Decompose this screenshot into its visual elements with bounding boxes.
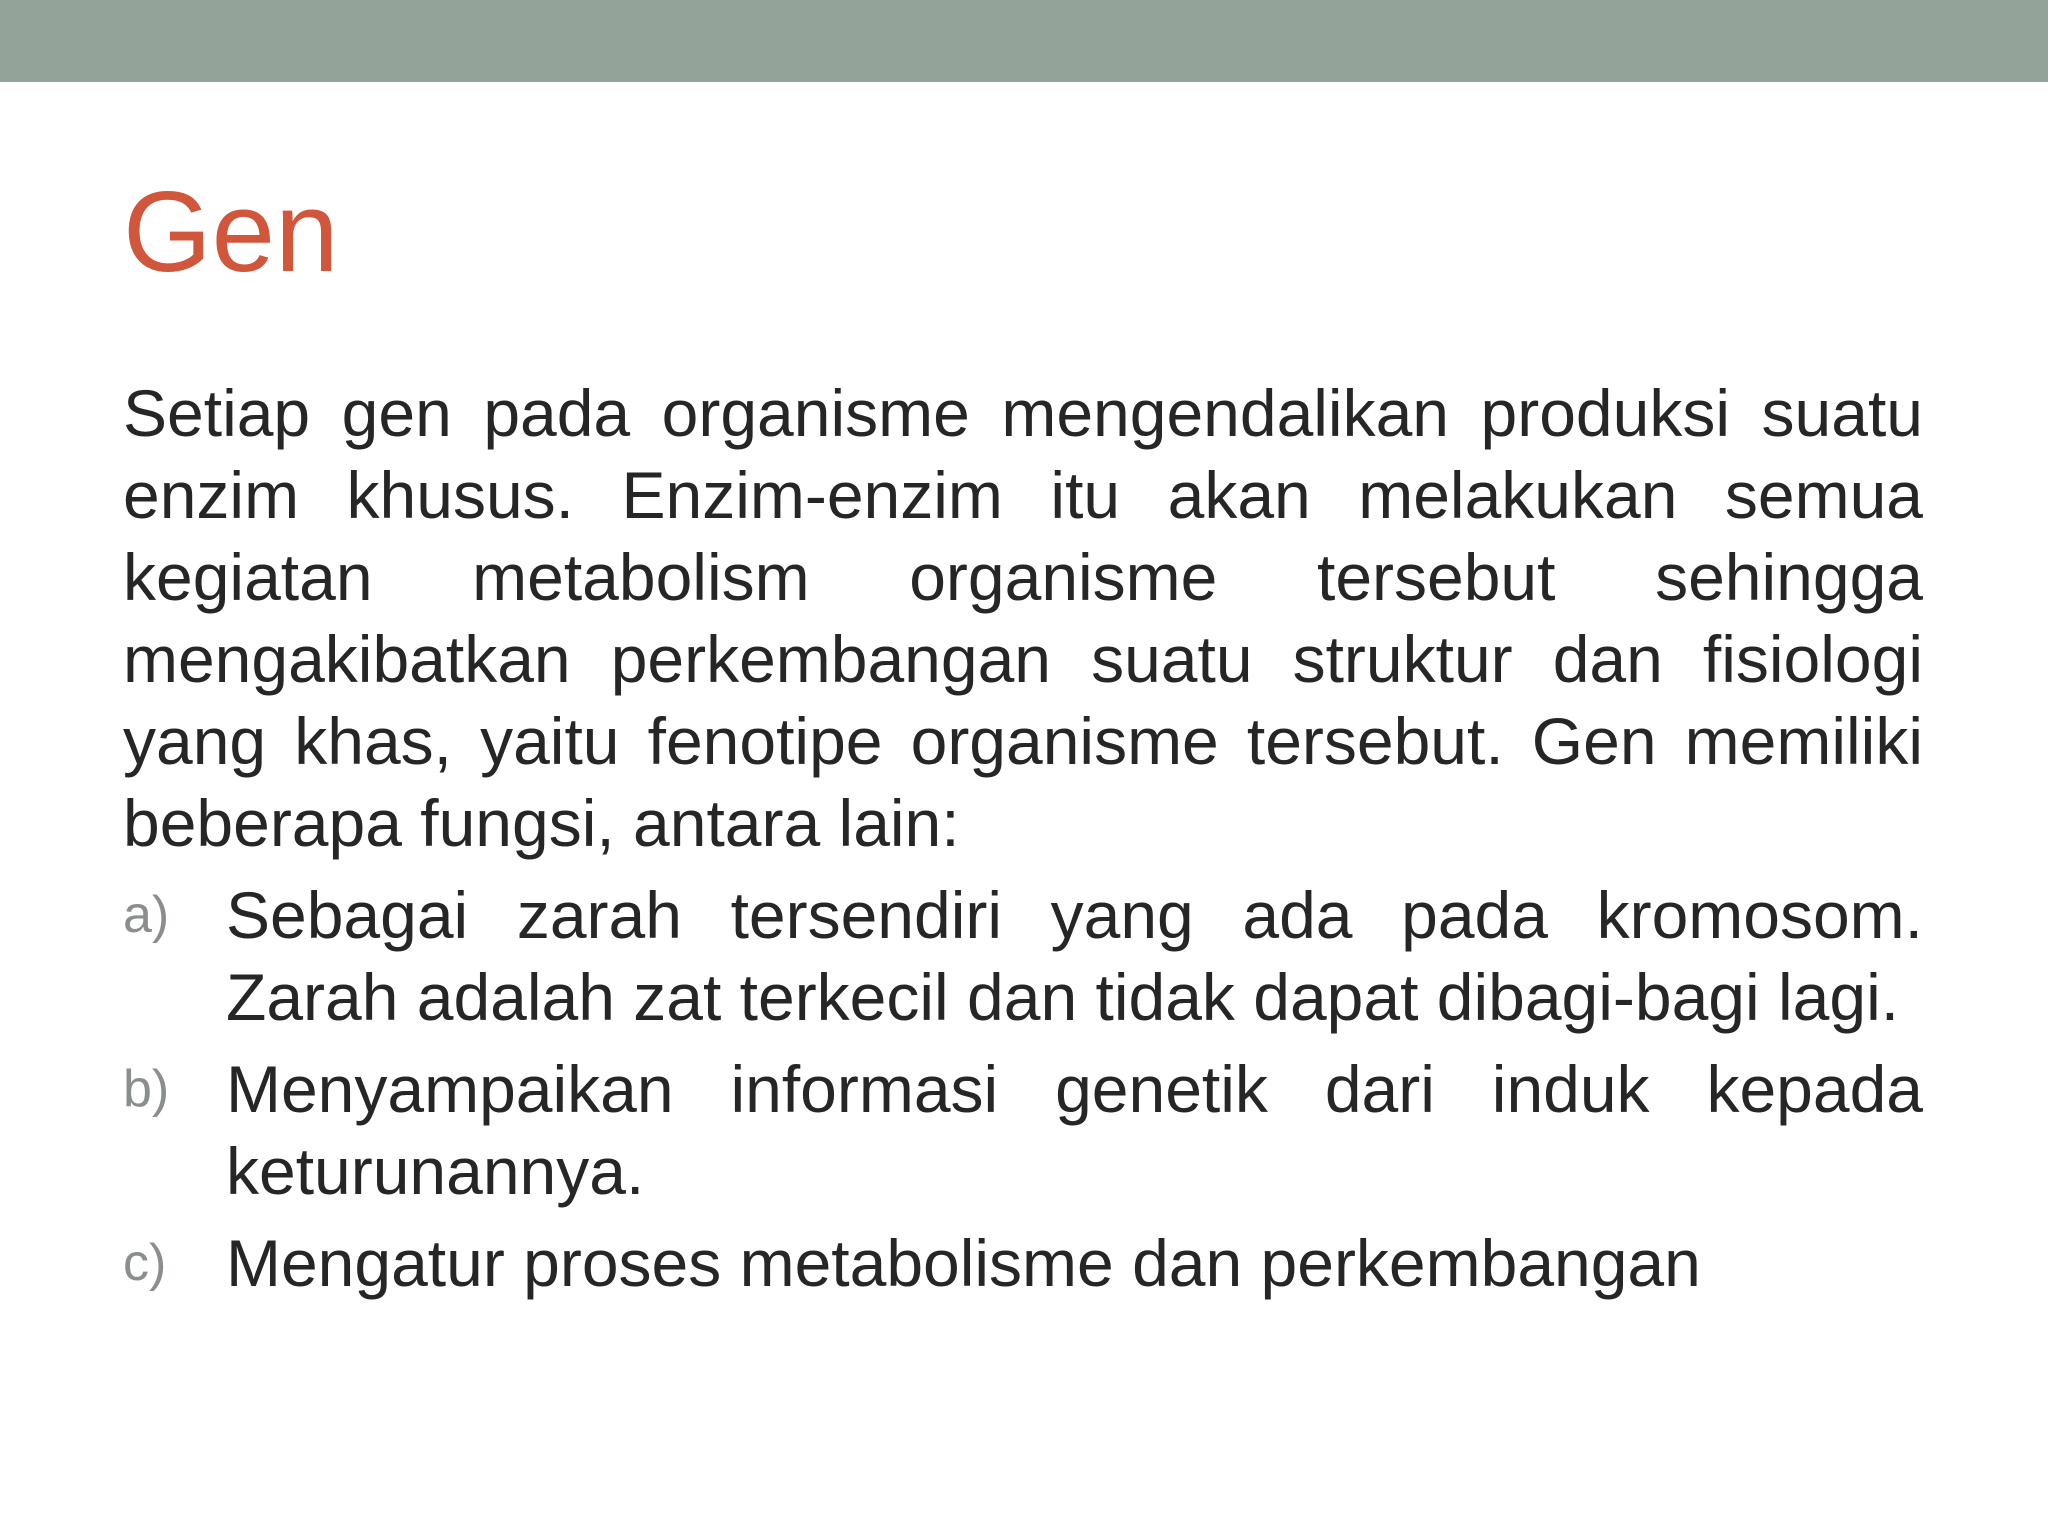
list-item-text: Menyampaikan informasi genetik dari induk kepada keturunannya. — [226, 1052, 1923, 1208]
top-accent-bar — [0, 0, 2048, 82]
function-list — [123, 874, 1923, 1304]
list-marker: c) — [123, 1234, 167, 1292]
list-marker: a) — [123, 886, 170, 944]
list-item — [123, 1048, 1923, 1212]
list-item-text: Sebagai zarah tersendiri yang ada pada kromosom. Zarah adalah zat terkecil dan tidak dapat dibagi-bagi lagi. — [226, 878, 1923, 1034]
list-item — [123, 874, 1923, 1038]
list-item — [123, 1222, 1923, 1304]
intro-paragraph: Setiap gen pada organisme mengendalikan produksi suatu enzim khusus. Enzim-enzim itu akan melakukan semua kegiatan metabolism organisme tersebut sehingga mengakibatkan perkembangan suatu struktur dan fisiologi yang khas, yaitu fenotipe organisme tersebut. Gen memiliki beberapa fungsi, antara lain: — [123, 376, 1923, 860]
list-marker: b) — [123, 1060, 170, 1118]
slide-body — [123, 372, 1923, 1304]
slide-title: Gen — [123, 169, 339, 296]
list-item-text: Mengatur proses metabolisme dan perkembangan — [226, 1226, 1701, 1300]
